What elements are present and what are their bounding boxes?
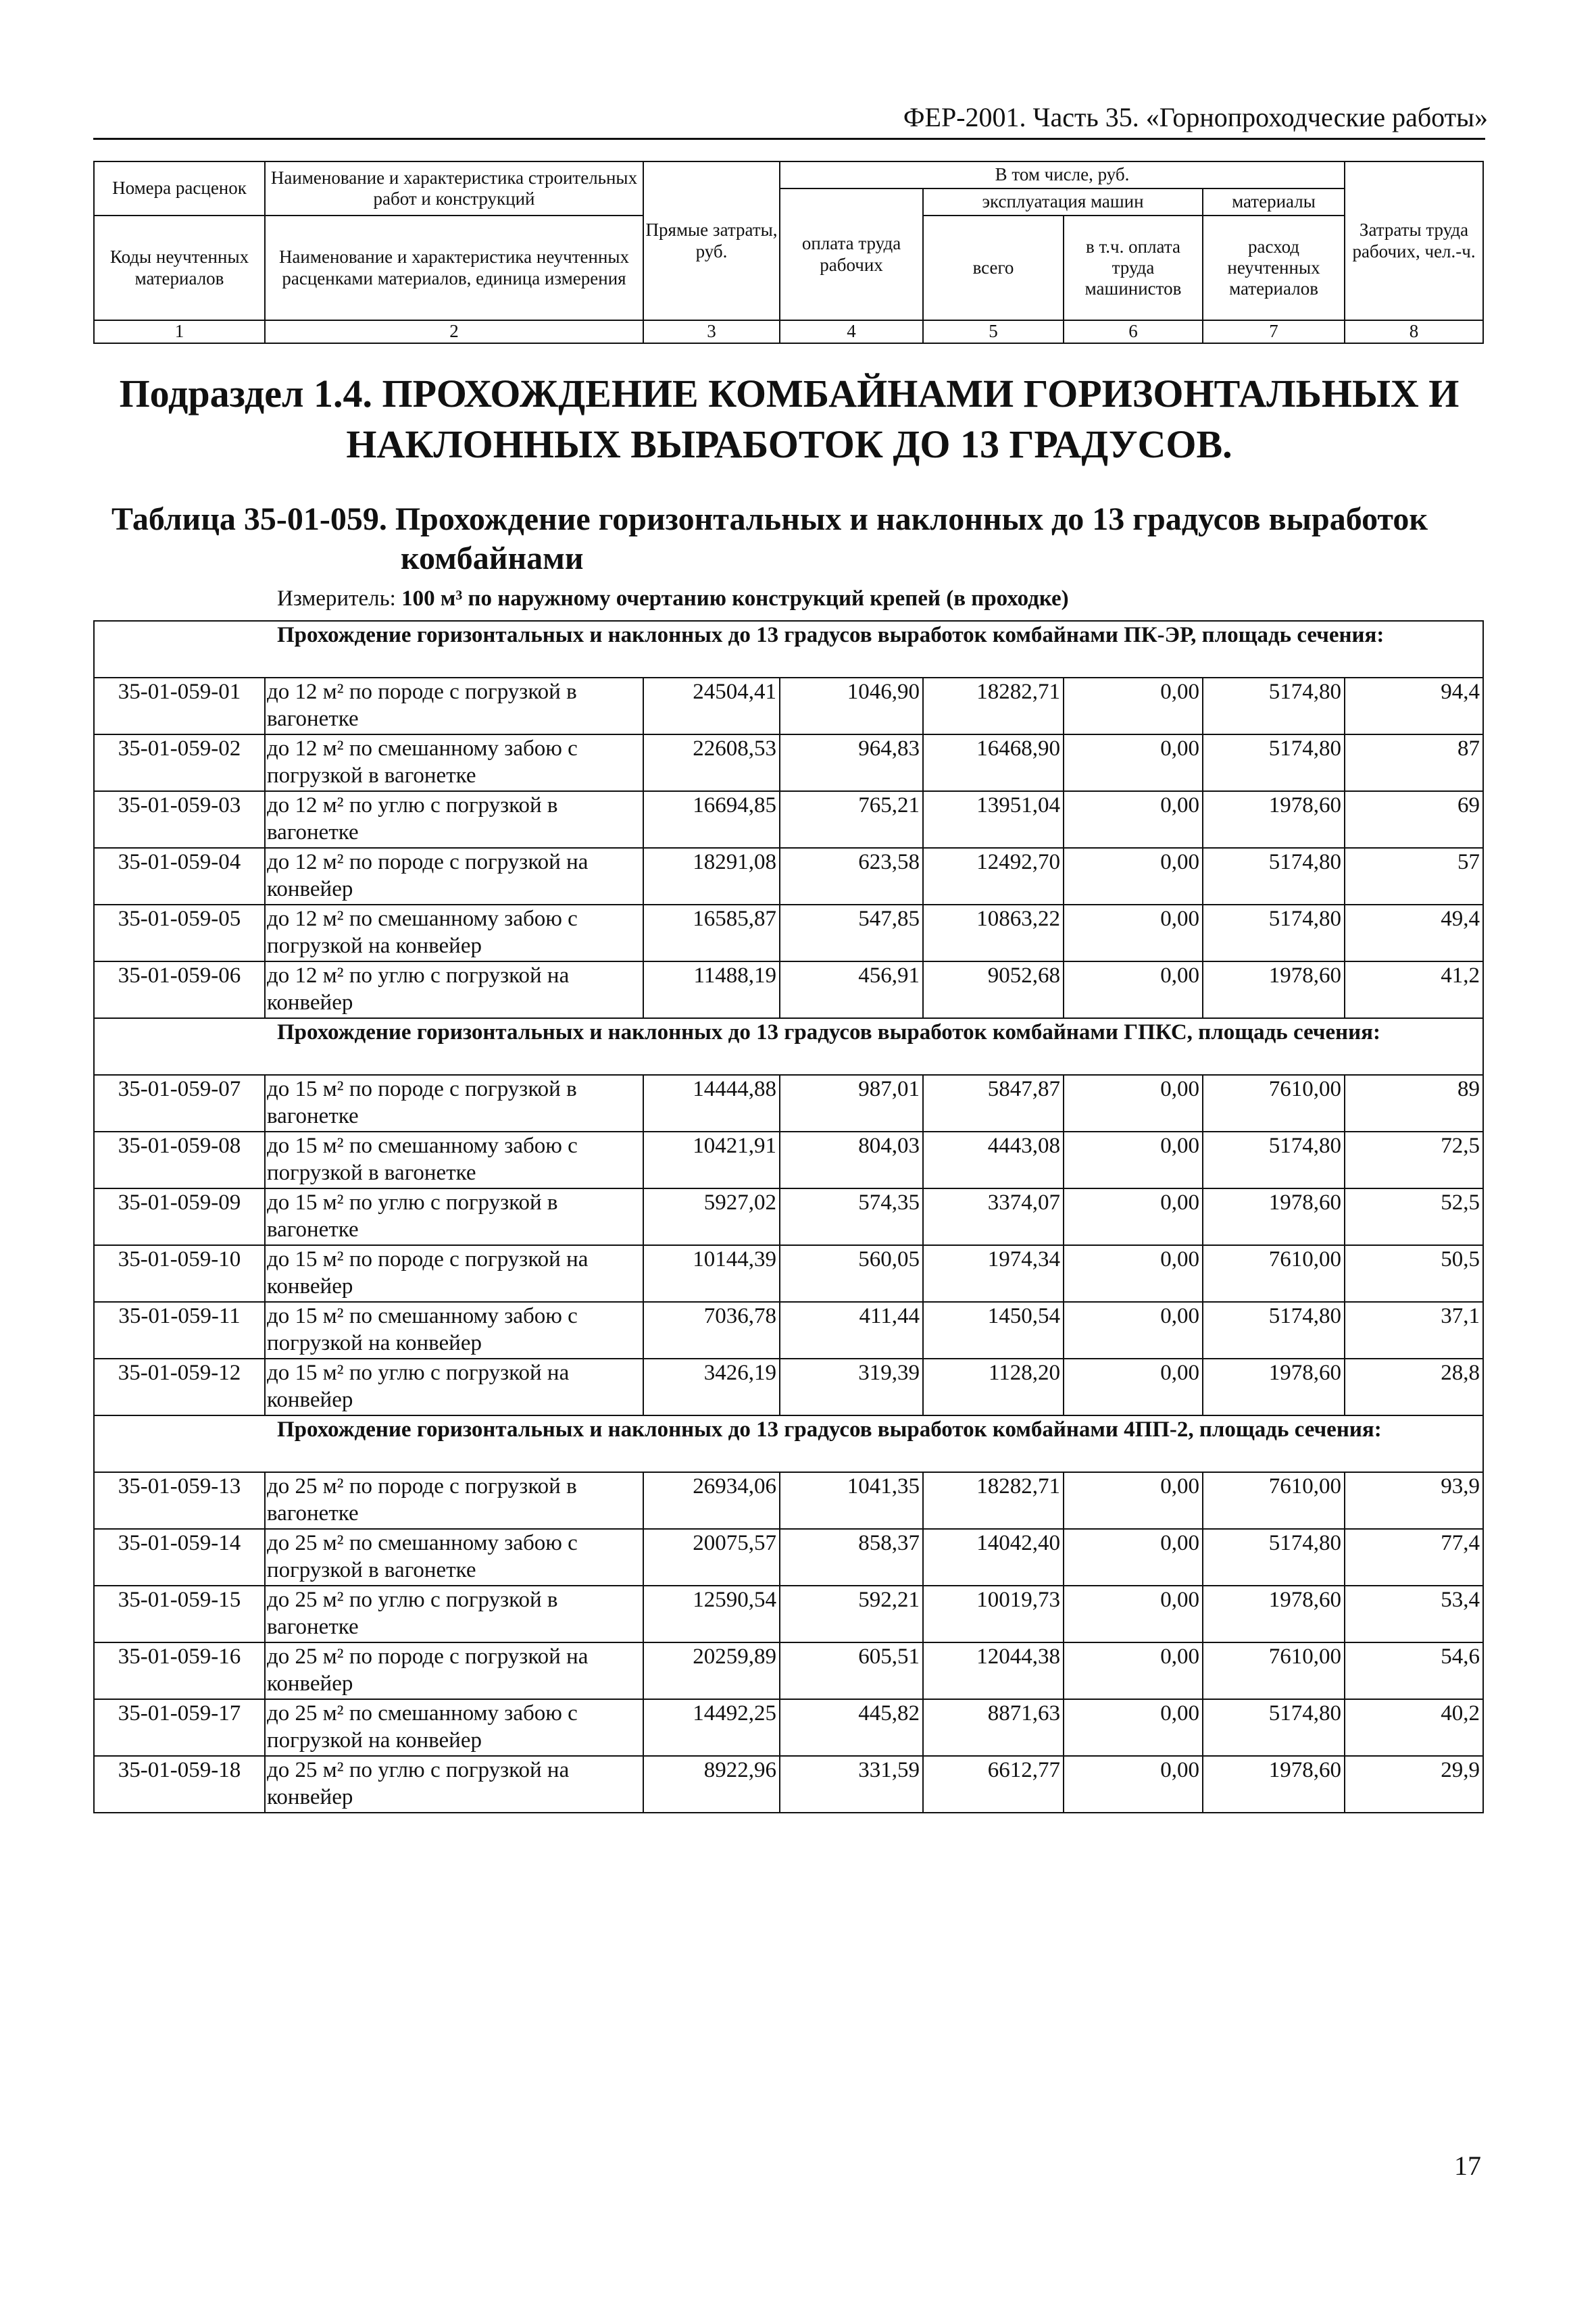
direct-costs: 10144,39 — [643, 1245, 780, 1302]
header-materials-use: расход неучтенных материалов — [1203, 216, 1345, 320]
labor-hours: 29,9 — [1345, 1756, 1483, 1813]
machinist-pay: 0,00 — [1064, 1359, 1203, 1415]
direct-costs: 16585,87 — [643, 905, 780, 961]
labor-hours: 53,4 — [1345, 1586, 1483, 1642]
labor-hours: 50,5 — [1345, 1245, 1483, 1302]
rate-code: 35-01-059-16 — [94, 1642, 265, 1699]
col-number: 8 — [1345, 320, 1483, 343]
labor-hours: 93,9 — [1345, 1472, 1483, 1529]
labor-pay: 605,51 — [780, 1642, 923, 1699]
group-header-row — [94, 1415, 1483, 1472]
direct-costs: 3426,19 — [643, 1359, 780, 1415]
work-name: до 15 м² по углю с погрузкой на конвейер — [265, 1359, 643, 1415]
table-row — [94, 791, 1483, 848]
machinist-pay: 0,00 — [1064, 1529, 1203, 1586]
rate-code: 35-01-059-01 — [94, 678, 265, 734]
measure-value: 100 м³ по наружному очертанию конструкций крепей (в проходке) — [401, 586, 1069, 611]
work-name: до 15 м² по углю с погрузкой в вагонетке — [265, 1188, 643, 1245]
table-row — [94, 734, 1483, 791]
materials-cost: 1978,60 — [1203, 1586, 1345, 1642]
materials-cost: 5174,80 — [1203, 1529, 1345, 1586]
machinist-pay: 0,00 — [1064, 905, 1203, 961]
work-name: до 12 м² по смешанному забою с погрузкой на конвейер — [265, 905, 643, 961]
materials-cost: 1978,60 — [1203, 1756, 1345, 1813]
machinist-pay: 0,00 — [1064, 848, 1203, 905]
measure-label: Измеритель: — [277, 586, 402, 611]
rate-code: 35-01-059-17 — [94, 1699, 265, 1756]
labor-hours: 69 — [1345, 791, 1483, 848]
rate-code: 35-01-059-08 — [94, 1132, 265, 1188]
materials-cost: 1978,60 — [1203, 1359, 1345, 1415]
table-row — [94, 1586, 1483, 1642]
materials-cost: 5174,80 — [1203, 1132, 1345, 1188]
direct-costs: 10421,91 — [643, 1132, 780, 1188]
machinist-pay: 0,00 — [1064, 1699, 1203, 1756]
labor-pay: 623,58 — [780, 848, 923, 905]
labor-hours: 57 — [1345, 848, 1483, 905]
rate-code: 35-01-059-04 — [94, 848, 265, 905]
group-title: Прохождение горизонтальных и наклонных до 13 градусов выработок комбайнами ГПКС, площадь сечения: — [94, 1018, 1483, 1075]
materials-cost: 5174,80 — [1203, 678, 1345, 734]
materials-cost: 7610,00 — [1203, 1642, 1345, 1699]
rate-code: 35-01-059-10 — [94, 1245, 265, 1302]
machinist-pay: 0,00 — [1064, 961, 1203, 1018]
running-head: ФЕР-2001. Часть 35. «Горнопроходческие работы» — [903, 102, 1488, 132]
direct-costs: 8922,96 — [643, 1756, 780, 1813]
rate-code: 35-01-059-14 — [94, 1529, 265, 1586]
labor-pay: 1046,90 — [780, 678, 923, 734]
labor-hours: 94,4 — [1345, 678, 1483, 734]
work-name: до 12 м² по породе с погрузкой в вагонетке — [265, 678, 643, 734]
machines-total: 18282,71 — [923, 1472, 1064, 1529]
col-number: 1 — [94, 320, 265, 343]
group-header-row — [94, 1018, 1483, 1075]
labor-pay: 765,21 — [780, 791, 923, 848]
rate-code: 35-01-059-13 — [94, 1472, 265, 1529]
col-number: 2 — [265, 320, 643, 343]
labor-pay: 319,39 — [780, 1359, 923, 1415]
labor-pay: 1041,35 — [780, 1472, 923, 1529]
group-title: Прохождение горизонтальных и наклонных до 13 градусов выработок комбайнами 4ПП-2, площадь сечения: — [94, 1415, 1483, 1472]
labor-hours: 40,2 — [1345, 1699, 1483, 1756]
work-name: до 15 м² по смешанному забою с погрузкой на конвейер — [265, 1302, 643, 1359]
labor-hours: 52,5 — [1345, 1188, 1483, 1245]
direct-costs: 22608,53 — [643, 734, 780, 791]
group-title: Прохождение горизонтальных и наклонных до 13 градусов выработок комбайнами ПК-ЭР, площадь сечения: — [94, 621, 1483, 678]
materials-cost: 5174,80 — [1203, 1302, 1345, 1359]
work-name: до 15 м² по смешанному забою с погрузкой в вагонетке — [265, 1132, 643, 1188]
direct-costs: 16694,85 — [643, 791, 780, 848]
direct-costs: 20259,89 — [643, 1642, 780, 1699]
header-direct-costs: Прямые затраты, руб. — [643, 161, 780, 320]
work-name: до 25 м² по породе с погрузкой в вагонетке — [265, 1472, 643, 1529]
rate-code: 35-01-059-06 — [94, 961, 265, 1018]
table-row — [94, 1302, 1483, 1359]
machinist-pay: 0,00 — [1064, 678, 1203, 734]
rate-code: 35-01-059-12 — [94, 1359, 265, 1415]
machinist-pay: 0,00 — [1064, 1756, 1203, 1813]
rate-code: 35-01-059-07 — [94, 1075, 265, 1132]
work-name: до 25 м² по смешанному забою с погрузкой в вагонетке — [265, 1529, 643, 1586]
work-name: до 15 м² по породе с погрузкой в вагонетке — [265, 1075, 643, 1132]
column-header-table — [93, 161, 1484, 344]
rate-code: 35-01-059-09 — [94, 1188, 265, 1245]
materials-cost: 7610,00 — [1203, 1075, 1345, 1132]
materials-cost: 1978,60 — [1203, 961, 1345, 1018]
rate-code: 35-01-059-03 — [94, 791, 265, 848]
machines-total: 5847,87 — [923, 1075, 1064, 1132]
table-row — [94, 1245, 1483, 1302]
machines-total: 9052,68 — [923, 961, 1064, 1018]
machines-total: 4443,08 — [923, 1132, 1064, 1188]
header-including: В том числе, руб. — [780, 161, 1345, 188]
direct-costs: 12590,54 — [643, 1586, 780, 1642]
machinist-pay: 0,00 — [1064, 1188, 1203, 1245]
materials-cost: 1978,60 — [1203, 1188, 1345, 1245]
table-row — [94, 1642, 1483, 1699]
work-name: до 25 м² по углю с погрузкой на конвейер — [265, 1756, 643, 1813]
labor-pay: 964,83 — [780, 734, 923, 791]
labor-hours: 37,1 — [1345, 1302, 1483, 1359]
labor-hours: 87 — [1345, 734, 1483, 791]
work-name: до 25 м² по породе с погрузкой на конвейер — [265, 1642, 643, 1699]
direct-costs: 11488,19 — [643, 961, 780, 1018]
header-rule — [93, 138, 1485, 140]
machinist-pay: 0,00 — [1064, 1245, 1203, 1302]
labor-hours: 77,4 — [1345, 1529, 1483, 1586]
col-number: 5 — [923, 320, 1064, 343]
direct-costs: 24504,41 — [643, 678, 780, 734]
labor-pay: 987,01 — [780, 1075, 923, 1132]
labor-hours: 54,6 — [1345, 1642, 1483, 1699]
work-name: до 15 м² по породе с погрузкой на конвейер — [265, 1245, 643, 1302]
header-materials: материалы — [1203, 188, 1345, 216]
direct-costs: 5927,02 — [643, 1188, 780, 1245]
labor-pay: 858,37 — [780, 1529, 923, 1586]
machines-total: 10863,22 — [923, 905, 1064, 961]
labor-pay: 574,35 — [780, 1188, 923, 1245]
work-name: до 12 м² по смешанному забою с погрузкой в вагонетке — [265, 734, 643, 791]
header-work-name: Наименование и характеристика строительных работ и конструкций — [265, 161, 643, 216]
table-row — [94, 1699, 1483, 1756]
machines-total: 8871,63 — [923, 1699, 1064, 1756]
column-number-row — [94, 320, 1483, 343]
table-title-line1: Таблица 35-01-059. Прохождение горизонтальных и наклонных до 13 градусов выработок — [111, 501, 1428, 537]
labor-hours: 89 — [1345, 1075, 1483, 1132]
direct-costs: 20075,57 — [643, 1529, 780, 1586]
col-number: 7 — [1203, 320, 1345, 343]
labor-pay: 560,05 — [780, 1245, 923, 1302]
direct-costs: 18291,08 — [643, 848, 780, 905]
header-rate-numbers: Номера расценок — [94, 161, 265, 216]
materials-cost: 7610,00 — [1203, 1245, 1345, 1302]
machines-total: 6612,77 — [923, 1756, 1064, 1813]
direct-costs: 7036,78 — [643, 1302, 780, 1359]
measure-line — [277, 586, 1069, 611]
rate-code: 35-01-059-05 — [94, 905, 265, 961]
machines-total: 12044,38 — [923, 1642, 1064, 1699]
table-row — [94, 678, 1483, 734]
table-row — [94, 1472, 1483, 1529]
col-number: 4 — [780, 320, 923, 343]
table-title — [111, 500, 1483, 578]
table-title-line2: комбайнами — [401, 540, 584, 576]
header-machinist-pay: в т.ч. оплата труда машинистов — [1064, 216, 1203, 320]
work-name: до 12 м² по углю с погрузкой в вагонетке — [265, 791, 643, 848]
table-row — [94, 1529, 1483, 1586]
labor-pay: 411,44 — [780, 1302, 923, 1359]
table-row — [94, 1188, 1483, 1245]
rate-code: 35-01-059-18 — [94, 1756, 265, 1813]
machines-total: 3374,07 — [923, 1188, 1064, 1245]
direct-costs: 14444,88 — [643, 1075, 780, 1132]
machinist-pay: 0,00 — [1064, 791, 1203, 848]
machines-total: 13951,04 — [923, 791, 1064, 848]
page-number: 17 — [1454, 2150, 1481, 2181]
table-row — [94, 905, 1483, 961]
labor-pay: 547,85 — [780, 905, 923, 961]
machinist-pay: 0,00 — [1064, 1132, 1203, 1188]
machinist-pay: 0,00 — [1064, 1302, 1203, 1359]
materials-cost: 5174,80 — [1203, 848, 1345, 905]
materials-cost: 7610,00 — [1203, 1472, 1345, 1529]
labor-hours: 72,5 — [1345, 1132, 1483, 1188]
rate-code: 35-01-059-11 — [94, 1302, 265, 1359]
machines-total: 14042,40 — [923, 1529, 1064, 1586]
work-name: до 25 м² по углю с погрузкой в вагонетке — [265, 1586, 643, 1642]
machinist-pay: 0,00 — [1064, 1075, 1203, 1132]
section-title: Подраздел 1.4. ПРОХОЖДЕНИЕ КОМБАЙНАМИ ГОРИЗОНТАЛЬНЫХ И НАКЛОННЫХ ВЫРАБОТОК ДО 13 ГРАДУСОВ. — [119, 372, 1460, 467]
work-name: до 12 м² по углю с погрузкой на конвейер — [265, 961, 643, 1018]
materials-cost: 5174,80 — [1203, 1699, 1345, 1756]
table-row — [94, 1756, 1483, 1813]
labor-pay: 445,82 — [780, 1699, 923, 1756]
header-labor-costs: Затраты труда рабочих, чел.-ч. — [1345, 161, 1483, 320]
table-row — [94, 1132, 1483, 1188]
header-machines: эксплуатация машин — [923, 188, 1203, 216]
col-number: 6 — [1064, 320, 1203, 343]
machines-total: 1450,54 — [923, 1302, 1064, 1359]
machines-total: 16468,90 — [923, 734, 1064, 791]
materials-cost: 5174,80 — [1203, 734, 1345, 791]
work-name: до 25 м² по смешанному забою с погрузкой на конвейер — [265, 1699, 643, 1756]
labor-pay: 592,21 — [780, 1586, 923, 1642]
header-material-codes: Коды неучтенных материалов — [94, 216, 265, 320]
materials-cost: 5174,80 — [1203, 905, 1345, 961]
machines-total: 1974,34 — [923, 1245, 1064, 1302]
table-row — [94, 961, 1483, 1018]
labor-pay: 331,59 — [780, 1756, 923, 1813]
machinist-pay: 0,00 — [1064, 1586, 1203, 1642]
table-row — [94, 1075, 1483, 1132]
labor-hours: 49,4 — [1345, 905, 1483, 961]
machinist-pay: 0,00 — [1064, 1472, 1203, 1529]
labor-hours: 41,2 — [1345, 961, 1483, 1018]
machines-total: 18282,71 — [923, 678, 1064, 734]
machines-total: 10019,73 — [923, 1586, 1064, 1642]
rates-table — [93, 620, 1484, 1813]
machinist-pay: 0,00 — [1064, 1642, 1203, 1699]
header-material-name: Наименование и характеристика неучтенных расценками материалов, единица измерения — [265, 216, 643, 320]
labor-hours: 28,8 — [1345, 1359, 1483, 1415]
labor-pay: 804,03 — [780, 1132, 923, 1188]
work-name: до 12 м² по породе с погрузкой на конвейер — [265, 848, 643, 905]
group-header-row — [94, 621, 1483, 678]
table-row — [94, 1359, 1483, 1415]
header-machines-total: всего — [923, 216, 1064, 320]
rate-code: 35-01-059-15 — [94, 1586, 265, 1642]
materials-cost: 1978,60 — [1203, 791, 1345, 848]
labor-pay: 456,91 — [780, 961, 923, 1018]
rate-code: 35-01-059-02 — [94, 734, 265, 791]
machinist-pay: 0,00 — [1064, 734, 1203, 791]
machines-total: 12492,70 — [923, 848, 1064, 905]
header-labor-pay: оплата труда рабочих — [780, 188, 923, 320]
direct-costs: 14492,25 — [643, 1699, 780, 1756]
direct-costs: 26934,06 — [643, 1472, 780, 1529]
table-row — [94, 848, 1483, 905]
machines-total: 1128,20 — [923, 1359, 1064, 1415]
col-number: 3 — [643, 320, 780, 343]
